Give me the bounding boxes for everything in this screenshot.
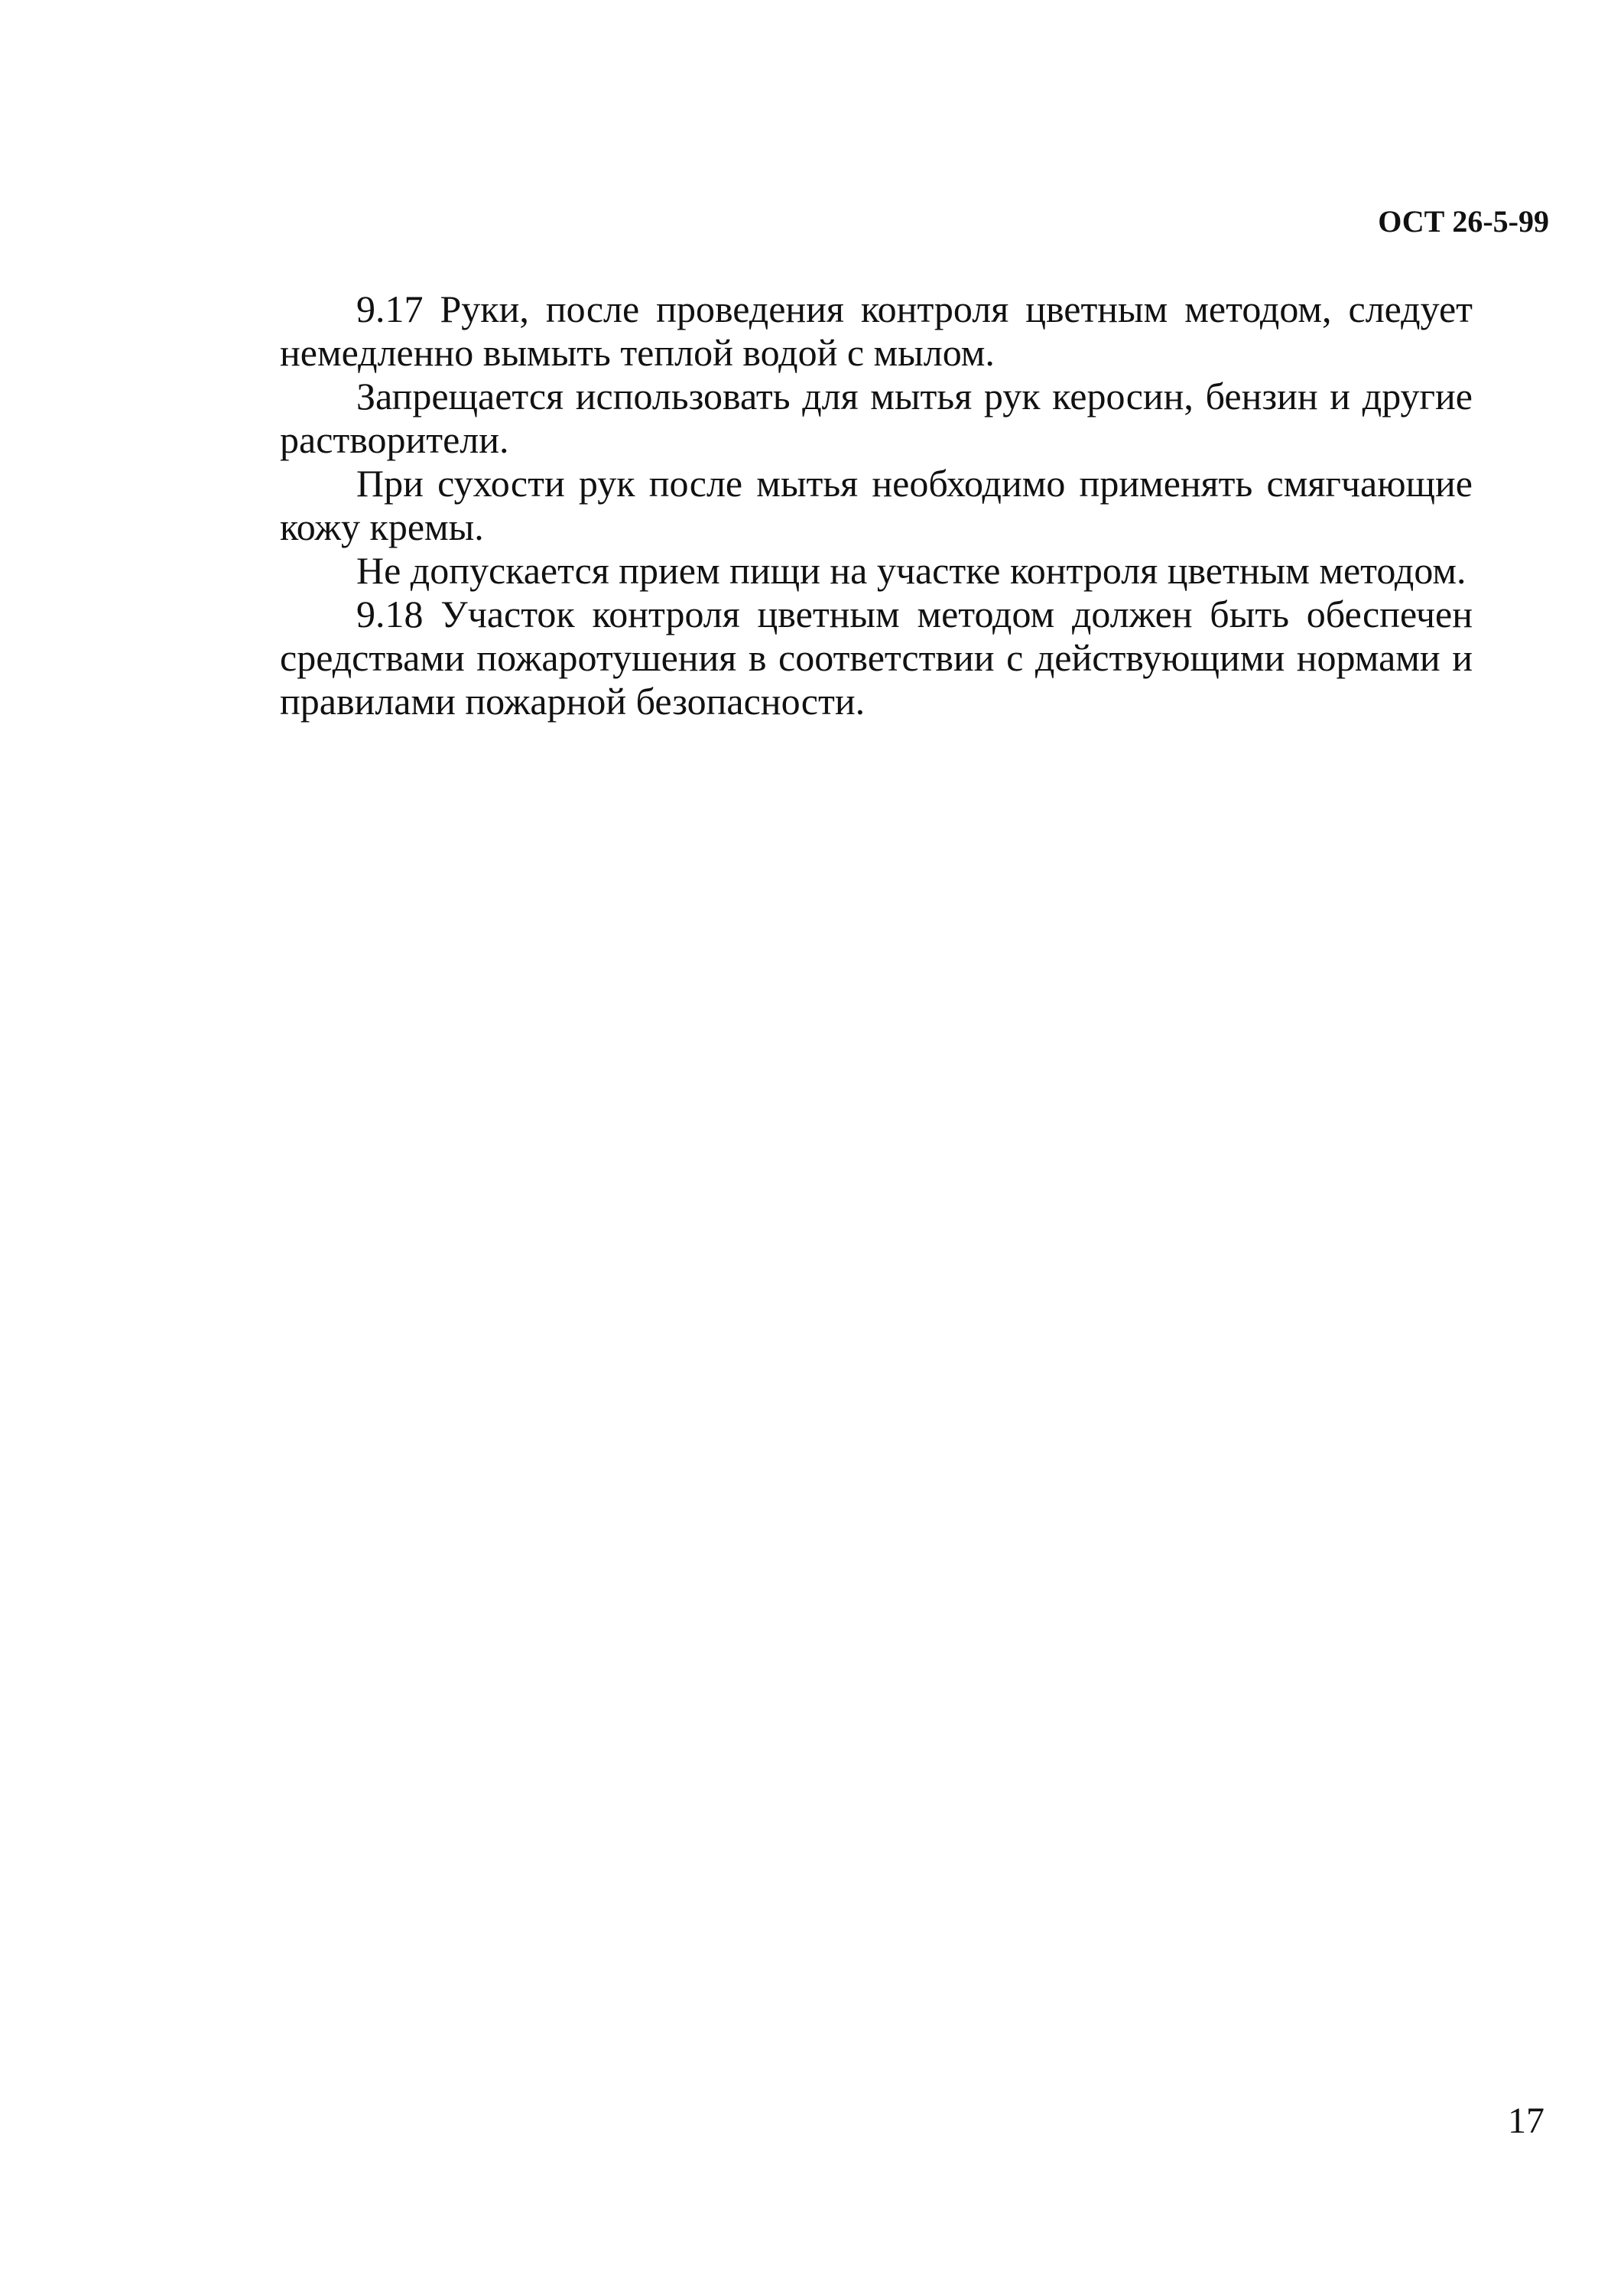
document-body bbox=[280, 288, 1473, 723]
page-number: 17 bbox=[1508, 2101, 1544, 2141]
paragraph-9-17: 9.17 Руки, после проведения контроля цветным методом, следует немедленно вымыть теплой водой с мылом. bbox=[280, 288, 1473, 374]
paragraph-hand-cream: При сухости рук после мытья необходимо применять смягчающие кожу кремы. bbox=[280, 462, 1473, 548]
paragraph-solvents-prohibited: Запрещается использовать для мытья рук керосин, бензин и другие растворители. bbox=[280, 375, 1473, 461]
paragraph-9-18: 9.18 Участок контроля цветным методом должен быть обеспечен средствами пожаротушения в соответствии с действующими нормами и правилами пожарной безопасности. bbox=[280, 593, 1473, 723]
document-code-header: ОСТ 26-5-99 bbox=[1378, 204, 1549, 239]
paragraph-no-food: Не допускается прием пищи на участке контроля цветным методом. bbox=[356, 549, 1466, 592]
